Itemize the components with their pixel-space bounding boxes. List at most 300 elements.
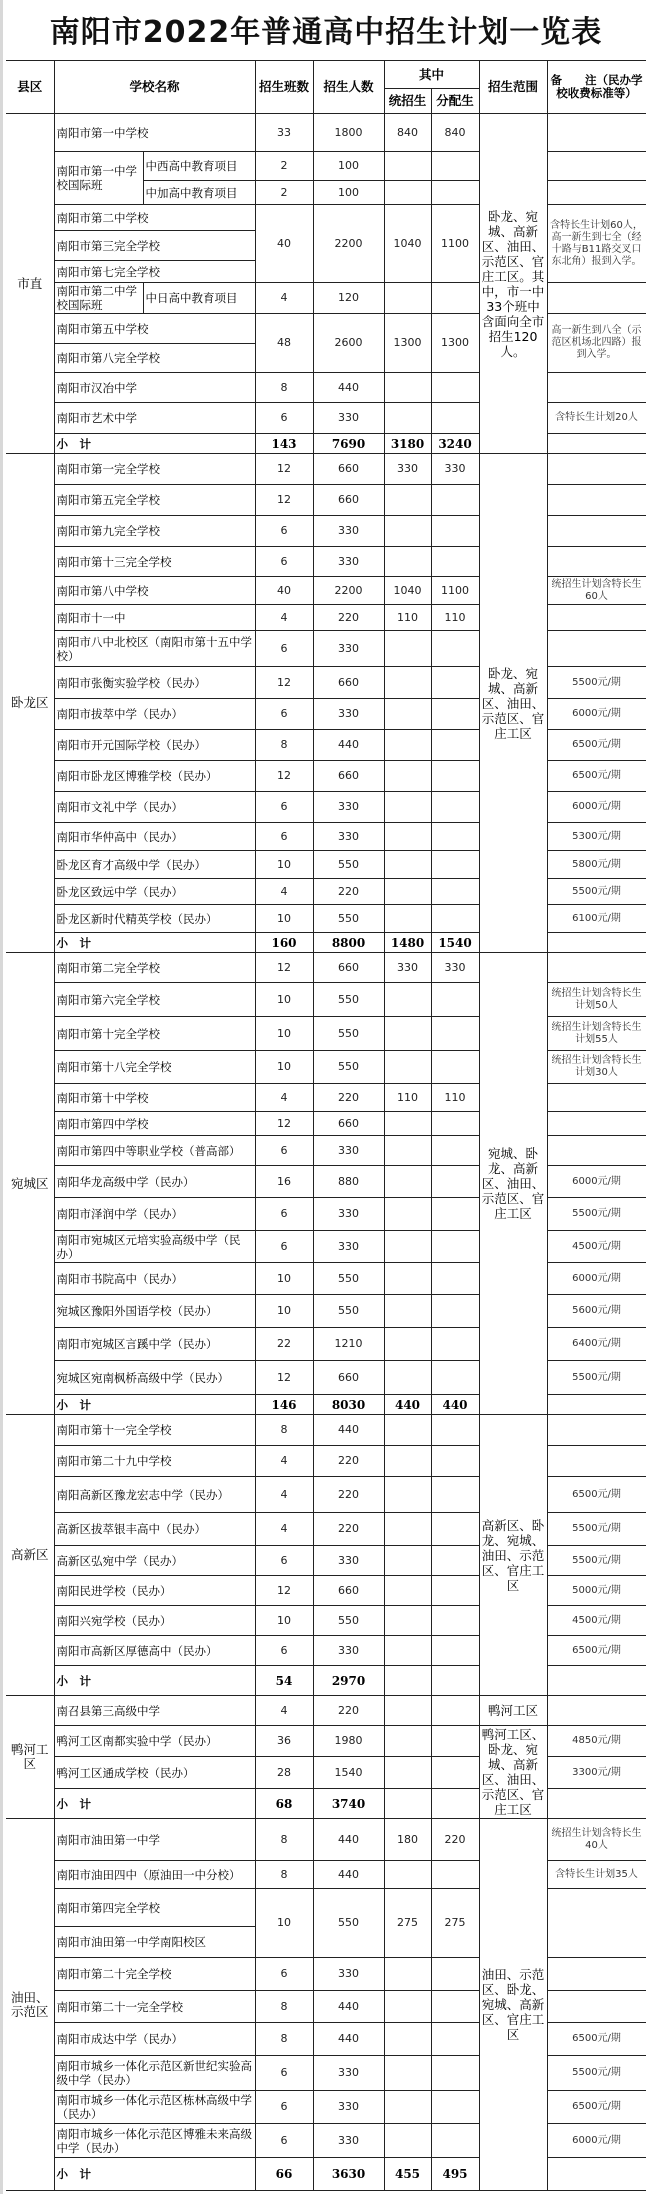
school-name: 南阳高新区豫龙宏志中学（民办） (54, 1477, 255, 1513)
school-subprogram: 中西高中教育项目 (143, 152, 255, 181)
table-row (6, 953, 646, 983)
enrollment-cell: 660 (313, 761, 384, 792)
subtotal-label: 小 计 (54, 1395, 255, 1415)
remarks-cell (547, 1415, 646, 1446)
table-row (6, 1958, 646, 1991)
allocated-cell (431, 1757, 479, 1789)
classes-cell: 22 (255, 1328, 313, 1361)
allocated-cell: 330 (431, 953, 479, 983)
classes-cell: 8 (255, 1819, 313, 1861)
unified-cell (384, 152, 431, 181)
enrollment-cell: 330 (313, 699, 384, 730)
allocated-cell: 840 (431, 114, 479, 152)
table-row (6, 314, 646, 344)
subtotal-enrollment: 3630 (313, 2158, 384, 2191)
remarks-cell (547, 1958, 646, 1991)
remarks-cell: 4500元/期 (547, 1606, 646, 1636)
table-row (6, 792, 646, 823)
allocated-cell (431, 283, 479, 314)
county-cell: 宛城区 (6, 953, 54, 1415)
table-row (6, 1606, 646, 1636)
classes-cell: 10 (255, 1606, 313, 1636)
subtotal-unified (384, 1666, 431, 1696)
remarks-cell (547, 373, 646, 403)
remarks-cell: 3300元/期 (547, 1757, 646, 1789)
unified-cell (384, 283, 431, 314)
enrollment-cell: 660 (313, 485, 384, 516)
table-row (6, 1889, 646, 1927)
table-row (6, 152, 646, 181)
unified-cell (384, 1576, 431, 1606)
enrollment-cell: 330 (313, 547, 384, 577)
remarks-cell (547, 1991, 646, 2023)
allocated-cell (431, 2091, 479, 2124)
enrollment-cell: 330 (313, 2091, 384, 2124)
remarks-cell (547, 485, 646, 516)
school-name: 南阳市第三完全学校 (54, 231, 255, 261)
enrollment-cell: 330 (313, 1636, 384, 1666)
allocated-cell (431, 152, 479, 181)
table-row (6, 905, 646, 933)
remarks-cell (547, 605, 646, 631)
remarks-cell (547, 516, 646, 547)
unified-cell (384, 699, 431, 730)
table-row (6, 1415, 646, 1446)
enrollment-cell: 550 (313, 1606, 384, 1636)
classes-cell: 12 (255, 761, 313, 792)
enrollment-cell: 330 (313, 1546, 384, 1576)
enrollment-cell: 2200 (313, 205, 384, 283)
school-name: 南阳市第四完全学校 (54, 1889, 255, 1927)
remarks-cell: 5600元/期 (547, 1295, 646, 1328)
header-school: 学校名称 (54, 61, 255, 114)
unified-cell (384, 851, 431, 879)
table-row (6, 283, 646, 314)
unified-cell (384, 730, 431, 761)
remarks-cell (547, 1889, 646, 1958)
remarks-cell: 统招生计划含特长生计划50人 (547, 983, 646, 1017)
allocated-cell (431, 1112, 479, 1136)
unified-cell (384, 2124, 431, 2158)
unified-cell (384, 403, 431, 434)
school-name: 南阳市八中北校区（南阳市第十五中学校） (54, 631, 255, 667)
school-name: 南阳市第十三完全学校 (54, 547, 255, 577)
school-name: 南阳市张衡实验学校（民办） (54, 667, 255, 699)
range-cell: 卧龙、宛城、高新区、油田、示范区、官庄工区。其中，市一中33个班中含面向全市招生120人。 (479, 114, 547, 454)
school-name: 南阳市城乡一体化示范区新世纪实验高级中学（民办） (54, 2056, 255, 2091)
subtotal-label: 小 计 (54, 933, 255, 953)
subtotal-label: 小 计 (54, 1789, 255, 1819)
classes-cell: 4 (255, 283, 313, 314)
classes-cell: 12 (255, 667, 313, 699)
allocated-cell (431, 1636, 479, 1666)
allocated-cell (431, 1576, 479, 1606)
range-cell: 鸭河工区、卧龙、宛城、高新区、油田、示范区、官庄工区 (479, 1726, 547, 1819)
enrollment-cell: 330 (313, 1198, 384, 1231)
subtotal-unified: 455 (384, 2158, 431, 2191)
enrollment-cell: 330 (313, 403, 384, 434)
table-row (6, 851, 646, 879)
subtotal-allocated: 3240 (431, 434, 479, 454)
unified-cell (384, 547, 431, 577)
subtotal-classes: 66 (255, 2158, 313, 2191)
enrollment-cell: 660 (313, 1361, 384, 1395)
school-name: 卧龙区育才高级中学（民办） (54, 851, 255, 879)
remarks-cell: 统招生计划含特长生计划30人 (547, 1051, 646, 1084)
school-name: 南阳市第四中等职业学校（普高部） (54, 1136, 255, 1166)
school-name: 南阳市油田四中（原油田一中分校） (54, 1861, 255, 1889)
school-name: 南阳市十一中 (54, 605, 255, 631)
enrollment-cell: 220 (313, 1446, 384, 1477)
classes-cell: 8 (255, 1861, 313, 1889)
enrollment-cell: 120 (313, 283, 384, 314)
allocated-cell (431, 851, 479, 879)
remarks-cell: 统招生计划含特长生60人 (547, 577, 646, 605)
table-row (6, 879, 646, 905)
school-name: 南阳兴宛学校（民办） (54, 1606, 255, 1636)
school-name: 宛城区豫阳外国语学校（民办） (54, 1295, 255, 1328)
unified-cell (384, 1112, 431, 1136)
school-name: 南阳市城乡一体化示范区博雅未来高级中学（民办） (54, 2124, 255, 2158)
table-row (6, 373, 646, 403)
classes-cell: 40 (255, 205, 313, 283)
school-name: 南召县第三高级中学 (54, 1696, 255, 1726)
unified-cell (384, 667, 431, 699)
county-cell: 油田、示范区 (6, 1819, 54, 2191)
allocated-cell (431, 631, 479, 667)
enrollment-cell: 440 (313, 373, 384, 403)
school-name: 南阳市第一完全学校 (54, 454, 255, 485)
remarks-cell: 统招生计划含特长生40人 (547, 1819, 646, 1861)
school-name: 南阳市第二十一完全学校 (54, 1991, 255, 2023)
remarks-cell: 6000元/期 (547, 699, 646, 730)
remarks-cell: 5500元/期 (547, 2056, 646, 2091)
unified-cell (384, 1513, 431, 1546)
unified-cell (384, 1757, 431, 1789)
unified-cell: 1040 (384, 205, 431, 283)
allocated-cell (431, 1051, 479, 1084)
unified-cell (384, 1017, 431, 1051)
remarks-cell: 5000元/期 (547, 1576, 646, 1606)
remarks-cell: 6500元/期 (547, 2091, 646, 2124)
table-row (6, 1696, 646, 1726)
remarks-cell: 6500元/期 (547, 730, 646, 761)
table-row (6, 1757, 646, 1789)
unified-cell (384, 1263, 431, 1295)
enrollment-cell: 330 (313, 2124, 384, 2158)
enrollment-cell: 1980 (313, 1726, 384, 1757)
allocated-cell: 1100 (431, 205, 479, 283)
table-row (6, 1361, 646, 1395)
table-row (6, 516, 646, 547)
table-row (6, 1477, 646, 1513)
enrollment-cell: 330 (313, 1136, 384, 1166)
enrollment-cell: 100 (313, 181, 384, 205)
allocated-cell (431, 1696, 479, 1726)
range-cell: 高新区、卧龙、宛城、油田、示范区、官庄工区 (479, 1415, 547, 1696)
unified-cell: 840 (384, 114, 431, 152)
table-row (6, 1861, 646, 1889)
table-row (6, 403, 646, 434)
header-classes: 招生班数 (255, 61, 313, 114)
allocated-cell (431, 1295, 479, 1328)
enrollment-cell: 330 (313, 1231, 384, 1263)
allocated-cell (431, 1361, 479, 1395)
table-row (6, 1446, 646, 1477)
table-row (6, 2056, 646, 2091)
allocated-cell: 110 (431, 1084, 479, 1112)
header-allocated: 分配生 (431, 89, 479, 114)
table-row (6, 1726, 646, 1757)
enrollment-cell: 330 (313, 2056, 384, 2091)
enrollment-cell: 330 (313, 823, 384, 851)
table-row (6, 547, 646, 577)
classes-cell: 48 (255, 314, 313, 373)
subtotal-row (6, 933, 646, 953)
classes-cell: 4 (255, 1084, 313, 1112)
unified-cell (384, 761, 431, 792)
allocated-cell (431, 2023, 479, 2056)
allocated-cell (431, 1958, 479, 1991)
enrollment-cell: 550 (313, 1051, 384, 1084)
classes-cell: 10 (255, 1051, 313, 1084)
county-cell: 鸭河工区 (6, 1696, 54, 1819)
unified-cell (384, 1991, 431, 2023)
table-row (6, 1546, 646, 1576)
table-row (6, 1576, 646, 1606)
subtotal-classes: 160 (255, 933, 313, 953)
subtotal-row (6, 1666, 646, 1696)
classes-cell: 6 (255, 1546, 313, 1576)
enrollment-cell: 2200 (313, 577, 384, 605)
county-cell: 高新区 (6, 1415, 54, 1696)
school-name: 南阳市油田第一中学南阳校区 (54, 1927, 255, 1958)
classes-cell: 6 (255, 1958, 313, 1991)
unified-cell (384, 823, 431, 851)
enrollment-cell: 1540 (313, 1757, 384, 1789)
enrollment-cell: 220 (313, 605, 384, 631)
subtotal-row (6, 1789, 646, 1819)
classes-cell: 12 (255, 485, 313, 516)
remarks-cell (547, 547, 646, 577)
school-name: 南阳华龙高级中学（民办） (54, 1166, 255, 1198)
unified-cell (384, 792, 431, 823)
enrollment-cell: 2600 (313, 314, 384, 373)
classes-cell: 33 (255, 114, 313, 152)
subtotal-classes: 143 (255, 434, 313, 454)
unified-cell (384, 1446, 431, 1477)
school-name: 南阳市第六完全学校 (54, 983, 255, 1017)
allocated-cell (431, 792, 479, 823)
table-row (6, 2091, 646, 2124)
table-row (6, 667, 646, 699)
school-name: 卧龙区新时代精英学校（民办） (54, 905, 255, 933)
enrollment-cell: 330 (313, 1958, 384, 1991)
school-name: 南阳市油田第一中学 (54, 1819, 255, 1861)
unified-cell (384, 516, 431, 547)
subtotal-remarks (547, 1666, 646, 1696)
remarks-cell: 5800元/期 (547, 851, 646, 879)
table-row (6, 2023, 646, 2056)
subtotal-remarks (547, 933, 646, 953)
enrollment-cell: 550 (313, 1017, 384, 1051)
school-name: 南阳民进学校（民办） (54, 1576, 255, 1606)
enrollment-cell: 330 (313, 516, 384, 547)
subtotal-allocated (431, 1789, 479, 1819)
unified-cell (384, 2056, 431, 2091)
allocated-cell: 220 (431, 1819, 479, 1861)
remarks-cell: 4850元/期 (547, 1726, 646, 1757)
allocated-cell (431, 181, 479, 205)
remarks-cell: 6100元/期 (547, 905, 646, 933)
remarks-cell (547, 283, 646, 314)
classes-cell: 6 (255, 2056, 313, 2091)
classes-cell: 6 (255, 792, 313, 823)
table-row (6, 1051, 646, 1084)
school-name: 南阳市第十中学校 (54, 1084, 255, 1112)
enrollment-cell: 660 (313, 1112, 384, 1136)
unified-cell (384, 1295, 431, 1328)
school-name: 南阳市卧龙区博雅学校（民办） (54, 761, 255, 792)
enrollment-cell: 220 (313, 1513, 384, 1546)
unified-cell (384, 373, 431, 403)
enrollment-cell: 330 (313, 792, 384, 823)
remarks-cell: 5300元/期 (547, 823, 646, 851)
classes-cell: 6 (255, 2124, 313, 2158)
remarks-cell: 5500元/期 (547, 667, 646, 699)
unified-cell (384, 485, 431, 516)
school-subprogram: 中加高中教育项目 (143, 181, 255, 205)
subtotal-remarks (547, 1395, 646, 1415)
subtotal-classes: 68 (255, 1789, 313, 1819)
remarks-cell (547, 152, 646, 181)
subtotal-classes: 146 (255, 1395, 313, 1415)
school-name: 南阳市第八完全学校 (54, 344, 255, 373)
school-name: 南阳市第十八完全学校 (54, 1051, 255, 1084)
remarks-cell (547, 1084, 646, 1112)
subtotal-allocated: 495 (431, 2158, 479, 2191)
classes-cell: 10 (255, 1295, 313, 1328)
enrollment-cell: 880 (313, 1166, 384, 1198)
unified-cell: 1040 (384, 577, 431, 605)
classes-cell: 6 (255, 823, 313, 851)
enrollment-cell: 550 (313, 1889, 384, 1958)
allocated-cell: 275 (431, 1889, 479, 1958)
enrollment-cell: 440 (313, 1991, 384, 2023)
classes-cell: 8 (255, 730, 313, 761)
unified-cell: 110 (384, 1084, 431, 1112)
school-name: 鸭河工区通成学校（民办） (54, 1757, 255, 1789)
table-row (6, 577, 646, 605)
unified-cell (384, 1361, 431, 1395)
school-name: 南阳市第二十九中学校 (54, 1446, 255, 1477)
subtotal-remarks (547, 434, 646, 454)
enrollment-cell: 1210 (313, 1328, 384, 1361)
enrollment-plan-table (6, 60, 646, 2191)
remarks-cell: 高一新生到八全（示范区机场北四路）报到入学。 (547, 314, 646, 373)
table-body (6, 114, 646, 2191)
table-row (6, 1198, 646, 1231)
page-title: 南阳市2022年普通高中招生计划一览表 (49, 15, 603, 50)
classes-cell: 8 (255, 1415, 313, 1446)
school-name: 南阳市第五完全学校 (54, 485, 255, 516)
enrollment-cell: 550 (313, 1263, 384, 1295)
remarks-cell: 6000元/期 (547, 1166, 646, 1198)
unified-cell (384, 905, 431, 933)
classes-cell: 6 (255, 631, 313, 667)
remarks-cell: 6500元/期 (547, 761, 646, 792)
table-row (6, 1084, 646, 1112)
unified-cell (384, 2091, 431, 2124)
remarks-cell: 统招生计划含特长生计划55人 (547, 1017, 646, 1051)
allocated-cell (431, 547, 479, 577)
allocated-cell (431, 761, 479, 792)
allocated-cell (431, 983, 479, 1017)
school-name: 高新区弘宛中学（民办） (54, 1546, 255, 1576)
school-name: 南阳市艺术中学 (54, 403, 255, 434)
table-row (6, 1819, 646, 1861)
unified-cell (384, 879, 431, 905)
classes-cell: 10 (255, 983, 313, 1017)
school-subprogram: 中日高中教育项目 (143, 283, 255, 314)
classes-cell: 12 (255, 454, 313, 485)
range-cell: 卧龙、宛城、高新区、油田、示范区、官庄工区 (479, 454, 547, 953)
remarks-cell: 4500元/期 (547, 1231, 646, 1263)
classes-cell: 4 (255, 605, 313, 631)
enrollment-cell: 660 (313, 667, 384, 699)
school-name: 南阳市泽润中学（民办） (54, 1198, 255, 1231)
school-name: 南阳市汉冶中学 (54, 373, 255, 403)
classes-cell: 10 (255, 1263, 313, 1295)
school-name: 南阳市高新区厚德高中（民办） (54, 1636, 255, 1666)
school-name: 南阳市第二中学校国际班 (54, 283, 143, 314)
allocated-cell (431, 485, 479, 516)
school-name: 南阳市第十一完全学校 (54, 1415, 255, 1446)
unified-cell (384, 631, 431, 667)
unified-cell (384, 1696, 431, 1726)
table-row (6, 983, 646, 1017)
school-name: 南阳市第九完全学校 (54, 516, 255, 547)
table-row (6, 1112, 646, 1136)
unified-cell (384, 2023, 431, 2056)
classes-cell: 2 (255, 152, 313, 181)
remarks-cell (547, 1112, 646, 1136)
school-name: 南阳市书院高中（民办） (54, 1263, 255, 1295)
unified-cell (384, 1606, 431, 1636)
table-row (6, 1136, 646, 1166)
unified-cell (384, 1546, 431, 1576)
unified-cell (384, 1958, 431, 1991)
remarks-cell: 5500元/期 (547, 1513, 646, 1546)
unified-cell: 180 (384, 1819, 431, 1861)
classes-cell: 6 (255, 1198, 313, 1231)
range-cell: 鸭河工区 (479, 1696, 547, 1726)
subtotal-allocated: 440 (431, 1395, 479, 1415)
header-county: 县区 (6, 61, 54, 114)
table-row (6, 1513, 646, 1546)
enrollment-cell: 440 (313, 1819, 384, 1861)
school-name: 南阳市拔萃中学（民办） (54, 699, 255, 730)
subtotal-label: 小 计 (54, 1666, 255, 1696)
unified-cell (384, 181, 431, 205)
unified-cell (384, 1636, 431, 1666)
table-row (6, 823, 646, 851)
remarks-cell: 6500元/期 (547, 2023, 646, 2056)
subtotal-enrollment: 8030 (313, 1395, 384, 1415)
allocated-cell (431, 823, 479, 851)
table-row (6, 1295, 646, 1328)
enrollment-cell: 220 (313, 1084, 384, 1112)
